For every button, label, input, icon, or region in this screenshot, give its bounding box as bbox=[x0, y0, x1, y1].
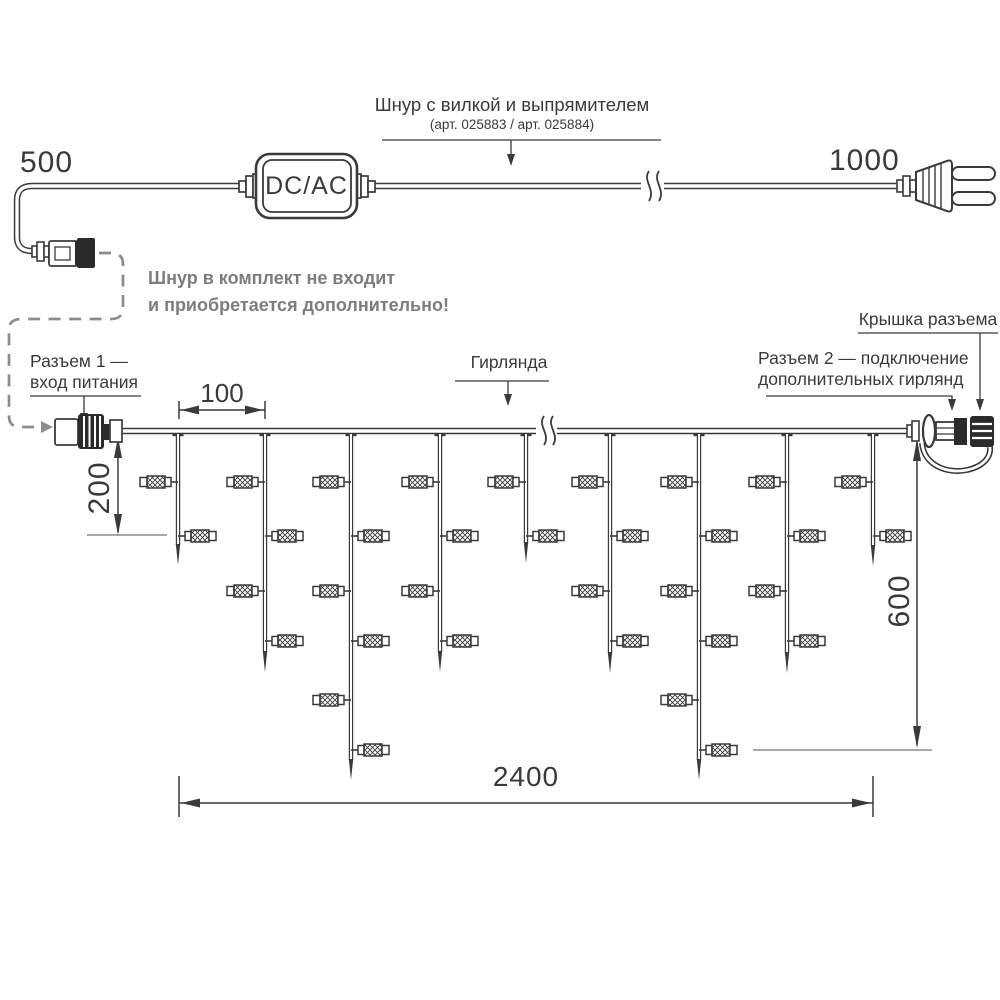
cord-length-1000-label: 1000 bbox=[829, 144, 900, 177]
note-line2: и приобретается дополнительно! bbox=[148, 295, 449, 315]
light-bulb-icon bbox=[178, 530, 216, 542]
power-plug-icon bbox=[897, 161, 995, 212]
connector1-label-line2: вход питания bbox=[30, 372, 138, 392]
garland-label: Гирлянда bbox=[470, 352, 548, 372]
garland-connector-2 bbox=[907, 415, 994, 471]
light-bulb-icon bbox=[610, 635, 648, 647]
cord-length-500-label: 500 bbox=[20, 146, 74, 179]
garland-drop bbox=[227, 433, 303, 672]
converter-label: DC/AC bbox=[265, 172, 348, 200]
light-bulb-icon bbox=[749, 476, 787, 488]
garland-drops bbox=[140, 433, 911, 780]
light-bulb-icon bbox=[313, 585, 351, 597]
note-line1: Шнур в комплект не входит bbox=[148, 268, 396, 288]
dimension-200-label: 200 bbox=[83, 461, 116, 515]
dimension-600-label: 600 bbox=[883, 574, 916, 628]
light-bulb-icon bbox=[661, 476, 699, 488]
connector2-label-line1: Разъем 2 — подключение bbox=[758, 348, 969, 368]
dashed-arrowhead-icon bbox=[41, 421, 53, 433]
light-bulb-icon bbox=[699, 530, 737, 542]
light-bulb-icon bbox=[227, 476, 265, 488]
light-bulb-icon bbox=[265, 635, 303, 647]
light-bulb-icon bbox=[835, 476, 873, 488]
light-bulb-icon bbox=[265, 530, 303, 542]
connector2-label-line2: дополнительных гирлянд bbox=[758, 369, 964, 389]
light-bulb-icon bbox=[440, 530, 478, 542]
light-bulb-icon bbox=[351, 744, 389, 756]
light-bulb-icon bbox=[661, 694, 699, 706]
dimension-2400-label: 2400 bbox=[492, 761, 560, 792]
light-bulb-icon bbox=[402, 585, 440, 597]
garland-drop bbox=[488, 433, 564, 563]
light-bulb-icon bbox=[610, 530, 648, 542]
garland-drop bbox=[313, 433, 389, 780]
power-cord bbox=[17, 186, 900, 251]
dimension-100-label: 100 bbox=[200, 378, 244, 408]
wire-break-icon bbox=[536, 414, 557, 447]
connector-cap bbox=[970, 416, 994, 447]
cord-break-icon bbox=[641, 169, 664, 203]
light-bulb-icon bbox=[313, 694, 351, 706]
garland-drop bbox=[402, 433, 478, 672]
light-bulb-icon bbox=[227, 585, 265, 597]
light-bulb-icon bbox=[661, 585, 699, 597]
light-bulb-icon bbox=[572, 476, 610, 488]
garland-drop bbox=[835, 433, 911, 566]
light-bulb-icon bbox=[873, 530, 911, 542]
garland-drop bbox=[140, 433, 216, 565]
power-input-connector bbox=[32, 238, 95, 268]
light-bulb-icon bbox=[572, 585, 610, 597]
light-bulb-icon bbox=[526, 530, 564, 542]
light-bulb-icon bbox=[351, 635, 389, 647]
garland-drop bbox=[661, 433, 737, 780]
light-bulb-icon bbox=[140, 476, 178, 488]
light-bulb-icon bbox=[313, 476, 351, 488]
cap-label: Крышка разъема bbox=[858, 309, 998, 329]
light-bulb-icon bbox=[402, 476, 440, 488]
garland-drop bbox=[749, 433, 825, 673]
light-bulb-icon bbox=[488, 476, 526, 488]
light-bulb-icon bbox=[699, 635, 737, 647]
garland-leader bbox=[455, 381, 549, 406]
light-bulb-icon bbox=[699, 744, 737, 756]
light-bulb-icon bbox=[787, 635, 825, 647]
light-bulb-icon bbox=[440, 635, 478, 647]
light-bulb-icon bbox=[787, 530, 825, 542]
connector1-label-line1: Разъем 1 — bbox=[30, 351, 128, 371]
garland-drop bbox=[572, 433, 648, 673]
cord-title: Шнур с вилкой и выпрямителем bbox=[374, 94, 650, 115]
light-bulb-icon bbox=[749, 585, 787, 597]
cord-subtitle: (арт. 025883 / арт. 025884) bbox=[429, 117, 595, 132]
dashed-route bbox=[9, 253, 123, 433]
cord-title-leader bbox=[382, 140, 661, 166]
connector2-leader bbox=[766, 396, 956, 411]
light-bulb-icon bbox=[351, 530, 389, 542]
